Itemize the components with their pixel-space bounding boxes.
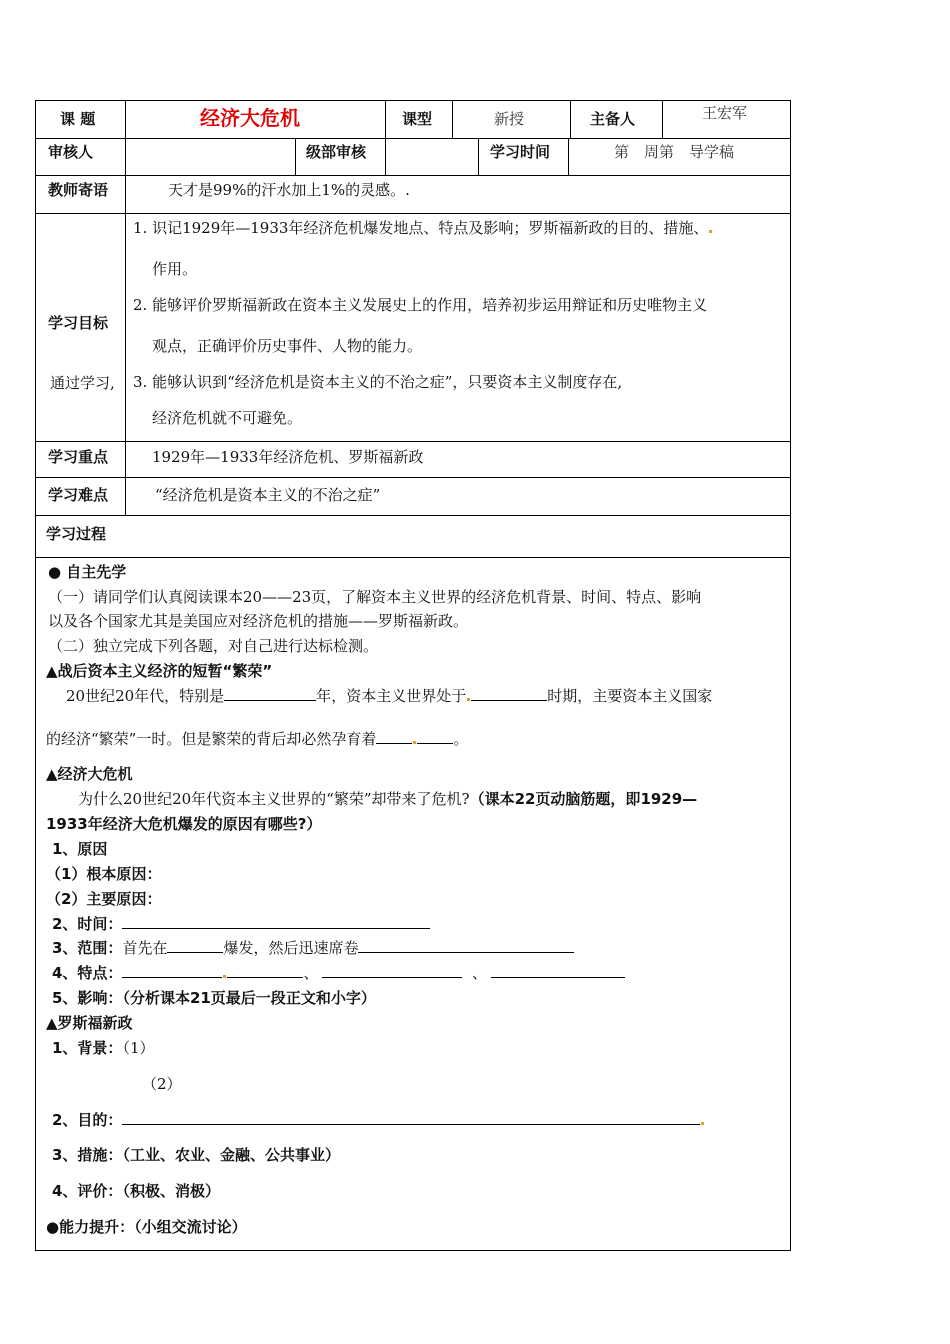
label-difficult-point: 学习难点 (48, 486, 109, 504)
teacher-message: 天才是99%的汗水加上1%的灵感。. (168, 181, 410, 199)
row-divider (35, 138, 791, 139)
col-divider (295, 138, 296, 175)
item-scope: 3、范围：首先在 爆发，然后迅速席卷 (52, 938, 574, 958)
item-main-cause: （2）主要原因： (46, 890, 162, 908)
blank-field[interactable] (122, 1110, 700, 1125)
study-time-value: 第 周第 导学稿 (614, 143, 735, 161)
goal-3: 3. 能够认识到“经济危机是资本主义的不治之症”，只要资本主义制度存在, (133, 373, 623, 391)
row-divider (35, 557, 791, 558)
row-divider (35, 213, 791, 214)
item-ability: ●能力提升：（小组交流讨论） (46, 1218, 247, 1236)
mark-dot (709, 230, 712, 233)
label-key-point: 学习重点 (48, 448, 109, 466)
para-1a: （一）请同学们认真阅读课本20——23页，了解资本主义世界的经济危机背景、时间、特点、影响 (48, 588, 702, 606)
row-divider (35, 515, 791, 516)
item-cause: 1、原因 (52, 840, 108, 858)
row-divider (35, 477, 791, 478)
blank-field[interactable] (491, 963, 625, 978)
col-divider (125, 100, 126, 515)
mark-dot (223, 975, 226, 978)
label-teacher-message: 教师寄语 (48, 181, 109, 199)
para-2: （二）独立完成下列各题，对自己进行达标检测。 (48, 637, 379, 655)
mark-dot (467, 698, 470, 701)
goal-1: 1. 识记1929年—1933年经济危机爆发地点、特点及影响；罗斯福新政的目的、措施、 (133, 218, 713, 238)
blank-field[interactable] (227, 963, 303, 978)
item-background: 1、背景：（1） (52, 1039, 155, 1057)
label-goals: 学习目标 (48, 314, 109, 332)
item-measures: 3、措施：（工业、农业、金融、公共事业） (52, 1146, 340, 1164)
fill-line-1: 20世纪20年代，特别是 年，资本主义世界处于 时期，主要资本主义国家 (66, 687, 713, 705)
goal-2: 2. 能够评价罗斯福新政在资本主义发展史上的作用，培养初步运用辩证和历史唯物主义 (133, 296, 708, 314)
label-lesson-type: 课型 (402, 110, 433, 128)
question-line-1: 为什么20世纪20年代资本主义世界的“繁荣”却带来了危机?（课本22页动脑筋题，即1929— (78, 790, 698, 808)
blank-field[interactable] (122, 963, 222, 978)
section-self-study: ● 自主先学 (48, 563, 127, 581)
label-dept-review: 级部审核 (306, 143, 367, 161)
blank-field[interactable] (167, 938, 223, 953)
col-divider (570, 100, 571, 138)
blank-field[interactable] (471, 686, 547, 701)
goal-3-cont: 经济危机就不可避免。 (152, 409, 303, 427)
page-title: 经济大危机 (200, 106, 300, 130)
goal-1-cont: 作用。 (152, 260, 198, 278)
col-divider (478, 138, 479, 175)
row-divider (35, 441, 791, 442)
blank-field[interactable] (122, 914, 430, 929)
goal-2-cont: 观点，正确评价历史事件、人物的能力。 (152, 337, 423, 355)
col-divider (385, 138, 386, 175)
table-border-bottom (35, 1250, 791, 1251)
label-study-time: 学习时间 (490, 143, 551, 161)
item-root-cause: （1）根本原因： (46, 865, 162, 883)
lesson-type-value: 新授 (494, 110, 525, 128)
heading-crisis: ▲经济大危机 (46, 765, 133, 783)
table-border-top (35, 100, 791, 101)
col-divider (662, 100, 663, 138)
row-divider (35, 175, 791, 176)
goals-side-note: 通过学习, (50, 374, 115, 392)
label-reviewer: 审核人 (48, 143, 94, 161)
item-impact: 5、影响：（分析课本21页最后一段正文和小字） (52, 989, 376, 1007)
key-point-value: 1929年—1933年经济危机、罗斯福新政 (152, 448, 424, 466)
blank-field[interactable] (224, 686, 316, 701)
label-process: 学习过程 (46, 525, 107, 543)
mark-dot (413, 741, 416, 744)
blank-field[interactable] (358, 938, 574, 953)
col-divider (568, 138, 569, 175)
blank-field[interactable] (322, 963, 462, 978)
col-divider (452, 100, 453, 138)
item-features: 4、特点： 、 、 (52, 963, 625, 983)
question-line-2: 1933年经济大危机爆发的原因有哪些?） (46, 815, 322, 833)
fill-line-2: 的经济“繁荣”一时。但是繁荣的背后却必然孕育着 。 (46, 730, 469, 748)
heading-prosperity: ▲战后资本主义经济的短暂“繁荣” (46, 662, 273, 680)
para-1b: 以及各个国家尤其是美国应对经济危机的措施——罗斯福新政。 (48, 612, 469, 630)
mark-dot (701, 1122, 704, 1125)
table-border-right (790, 100, 791, 1250)
difficult-point-value: “经济危机是资本主义的不治之症” (155, 486, 381, 504)
label-preparer: 主备人 (590, 110, 636, 128)
heading-new-deal: ▲罗斯福新政 (46, 1014, 133, 1032)
item-purpose: 2、目的： (52, 1110, 705, 1130)
blank-field[interactable] (417, 729, 453, 744)
col-divider (385, 100, 386, 138)
item-time: 2、时间： (52, 914, 430, 934)
item-background-2: （2） (142, 1075, 182, 1093)
blank-field[interactable] (376, 729, 412, 744)
label-topic: 课 题 (60, 110, 96, 128)
table-border-left (35, 100, 36, 1250)
item-evaluation: 4、评价：（积极、消极） (52, 1182, 220, 1200)
preparer-value: 王宏军 (702, 104, 748, 122)
